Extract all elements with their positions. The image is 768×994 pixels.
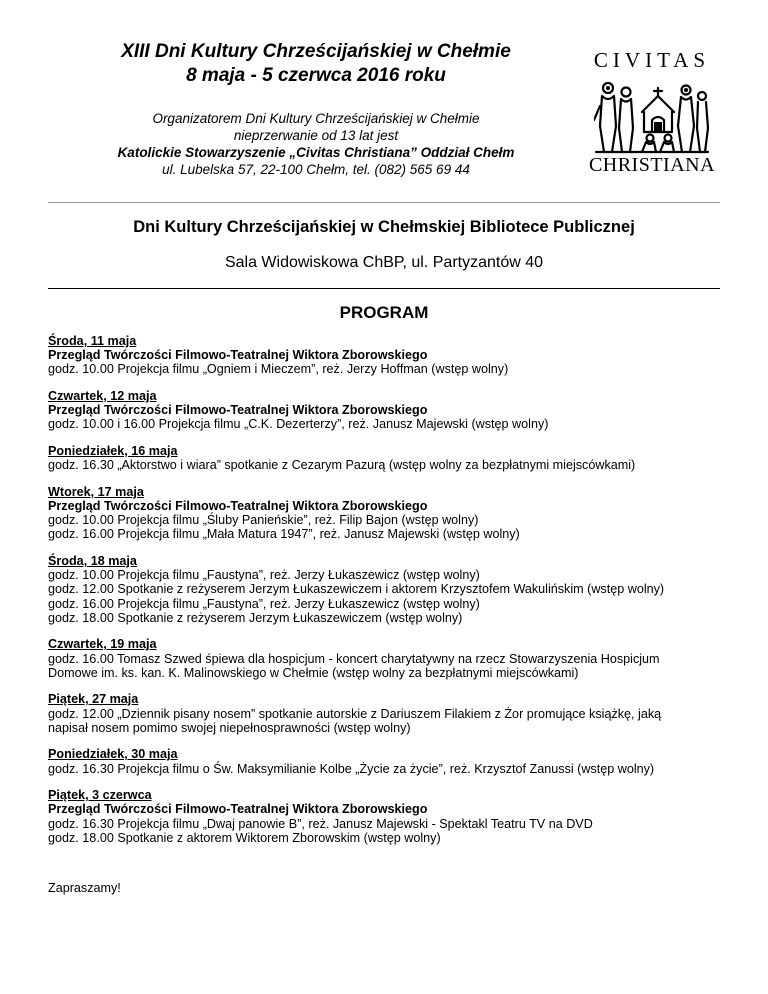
- day-subtitle: Przegląd Twórczości Filmowo-Teatralnej Wiktora Zborowskiego: [48, 499, 428, 513]
- organizer-line: nieprzerwanie od 13 lat jest: [233, 128, 399, 143]
- logo-text-bottom: CHRISTIANA: [588, 154, 716, 176]
- event-line: godz. 16.00 Tomasz Szwed śpiewa dla hospicjum - koncert charytatywny na rzecz Stowarzyszenia Hospicjum: [48, 651, 660, 666]
- day-title: Środa, 18 maja: [48, 554, 137, 568]
- event-line: Domowe im. ks. kan. K. Malinowskiego w Chełmie (wstęp wolny za bezpłatnymi miejscówkami): [48, 665, 579, 680]
- day-title: Poniedziałek, 30 maja: [48, 747, 178, 762]
- divider: [48, 288, 720, 289]
- program-day: [48, 554, 728, 625]
- venue-address: Sala Widowiskowa ChBP, ul. Partyzantów 40: [224, 254, 544, 271]
- figures-emblem-icon: [594, 76, 710, 154]
- event-line: godz. 10.00 Projekcja filmu „Śluby Panieńskie”, reż. Filip Bajon (wstęp wolny): [48, 513, 479, 528]
- event-line: godz. 16.30 „Aktorstwo i wiara” spotkanie z Cezarym Pazurą (wstęp wolny za bezpłatnymi miejscówkami): [48, 458, 636, 473]
- civitas-christiana-logo: [582, 50, 722, 180]
- day-subtitle: Przegląd Twórczości Filmowo-Teatralnej Wiktora Zborowskiego: [48, 348, 428, 363]
- event-title: XIII Dni Kultury Chrześcijańskiej w Chełmie: [121, 41, 511, 62]
- day-subtitle: Przegląd Twórczości Filmowo-Teatralnej Wiktora Zborowskiego: [48, 403, 428, 418]
- title-block: [48, 40, 584, 178]
- day-title: Czwartek, 19 maja: [48, 637, 157, 652]
- event-dates: 8 maja - 5 czerwca 2016 roku: [186, 65, 446, 86]
- library-title: Dni Kultury Chrześcijańskiej w Chełmskiej Bibliotece Publicznej: [133, 218, 635, 236]
- organizer-info: [48, 110, 584, 178]
- program-day: [48, 444, 728, 472]
- event-line: godz. 18.00 Spotkanie z aktorem Wiktorem Zborowskim (wstęp wolny): [48, 830, 441, 845]
- program-day: [48, 788, 728, 845]
- closing-text: Zapraszamy!: [48, 881, 121, 896]
- event-line: godz. 10.00 Projekcja filmu „Faustyna”, reż. Jerzy Łukaszewicz (wstęp wolny): [48, 568, 480, 583]
- logo-text-top: CIVITAS: [593, 48, 711, 72]
- organizer-name: Katolickie Stowarzyszenie „Civitas Christiana” Oddział Chełm: [117, 145, 515, 160]
- program-day: [48, 692, 728, 735]
- program-list: [48, 334, 728, 895]
- event-line: godz. 12.00 Spotkanie z reżyserem Jerzym Łukaszewiczem i aktorem Krzysztofem Wakulińskim (wstęp wolny): [48, 582, 665, 597]
- program-day: [48, 747, 728, 775]
- day-title: Wtorek, 17 maja: [48, 484, 144, 499]
- day-subtitle: Przegląd Twórczości Filmowo-Teatralnej Wiktora Zborowskiego: [48, 802, 428, 817]
- event-line: napisał nosem pomimo swojej niepełnosprawności (wstęp wolny): [48, 720, 411, 735]
- program-heading: PROGRAM: [339, 303, 429, 322]
- event-line: godz. 12.00 „Dziennik pisany nosem” spotkanie autorskie z Dariuszem Filakiem z Żor promujące książkę, jaką: [48, 706, 662, 721]
- divider: [48, 202, 720, 203]
- day-title: Piątek, 3 czerwca: [48, 788, 152, 803]
- program-day: [48, 485, 728, 542]
- document-header: [0, 0, 768, 200]
- event-line: godz. 16.30 Projekcja filmu o Św. Maksymilianie Kolbe „Życie za życie”, reż. Krzysztof Zanussi (wstęp wolny): [48, 761, 655, 776]
- event-line: godz. 18.00 Spotkanie z reżyserem Jerzym Łukaszewiczem (wstęp wolny): [48, 610, 463, 625]
- day-title: Poniedziałek, 16 maja: [48, 444, 178, 458]
- program-day: [48, 389, 728, 432]
- event-line: godz. 16.00 Projekcja filmu „Faustyna”, reż. Jerzy Łukaszewicz (wstęp wolny): [48, 596, 480, 611]
- day-title: Piątek, 27 maja: [48, 692, 139, 707]
- event-line: godz. 10.00 Projekcja filmu „Ogniem i Mieczem”, reż. Jerzy Hoffman (wstęp wolny): [48, 362, 509, 377]
- organizer-line: Organizatorem Dni Kultury Chrześcijańskiej w Chełmie: [152, 111, 480, 126]
- organizer-address: ul. Lubelska 57, 22-100 Chełm, tel. (082) 565 69 44: [162, 162, 470, 177]
- day-title: Czwartek, 12 maja: [48, 389, 157, 403]
- event-line: godz. 16.00 Projekcja filmu „Mała Matura 1947”, reż. Janusz Majewski (wstęp wolny): [48, 527, 520, 542]
- day-title: Środa, 11 maja: [48, 334, 137, 348]
- event-line: godz. 10.00 i 16.00 Projekcja filmu „C.K. Dezerterzy”, reż. Janusz Majewski (wstęp wolny): [48, 417, 549, 432]
- program-day: [48, 637, 728, 680]
- event-line: godz. 16.30 Projekcja filmu „Dwaj panowie B”, reż. Janusz Majewski - Spektakl Teatru TV na DVD: [48, 816, 593, 831]
- program-day: [48, 334, 728, 377]
